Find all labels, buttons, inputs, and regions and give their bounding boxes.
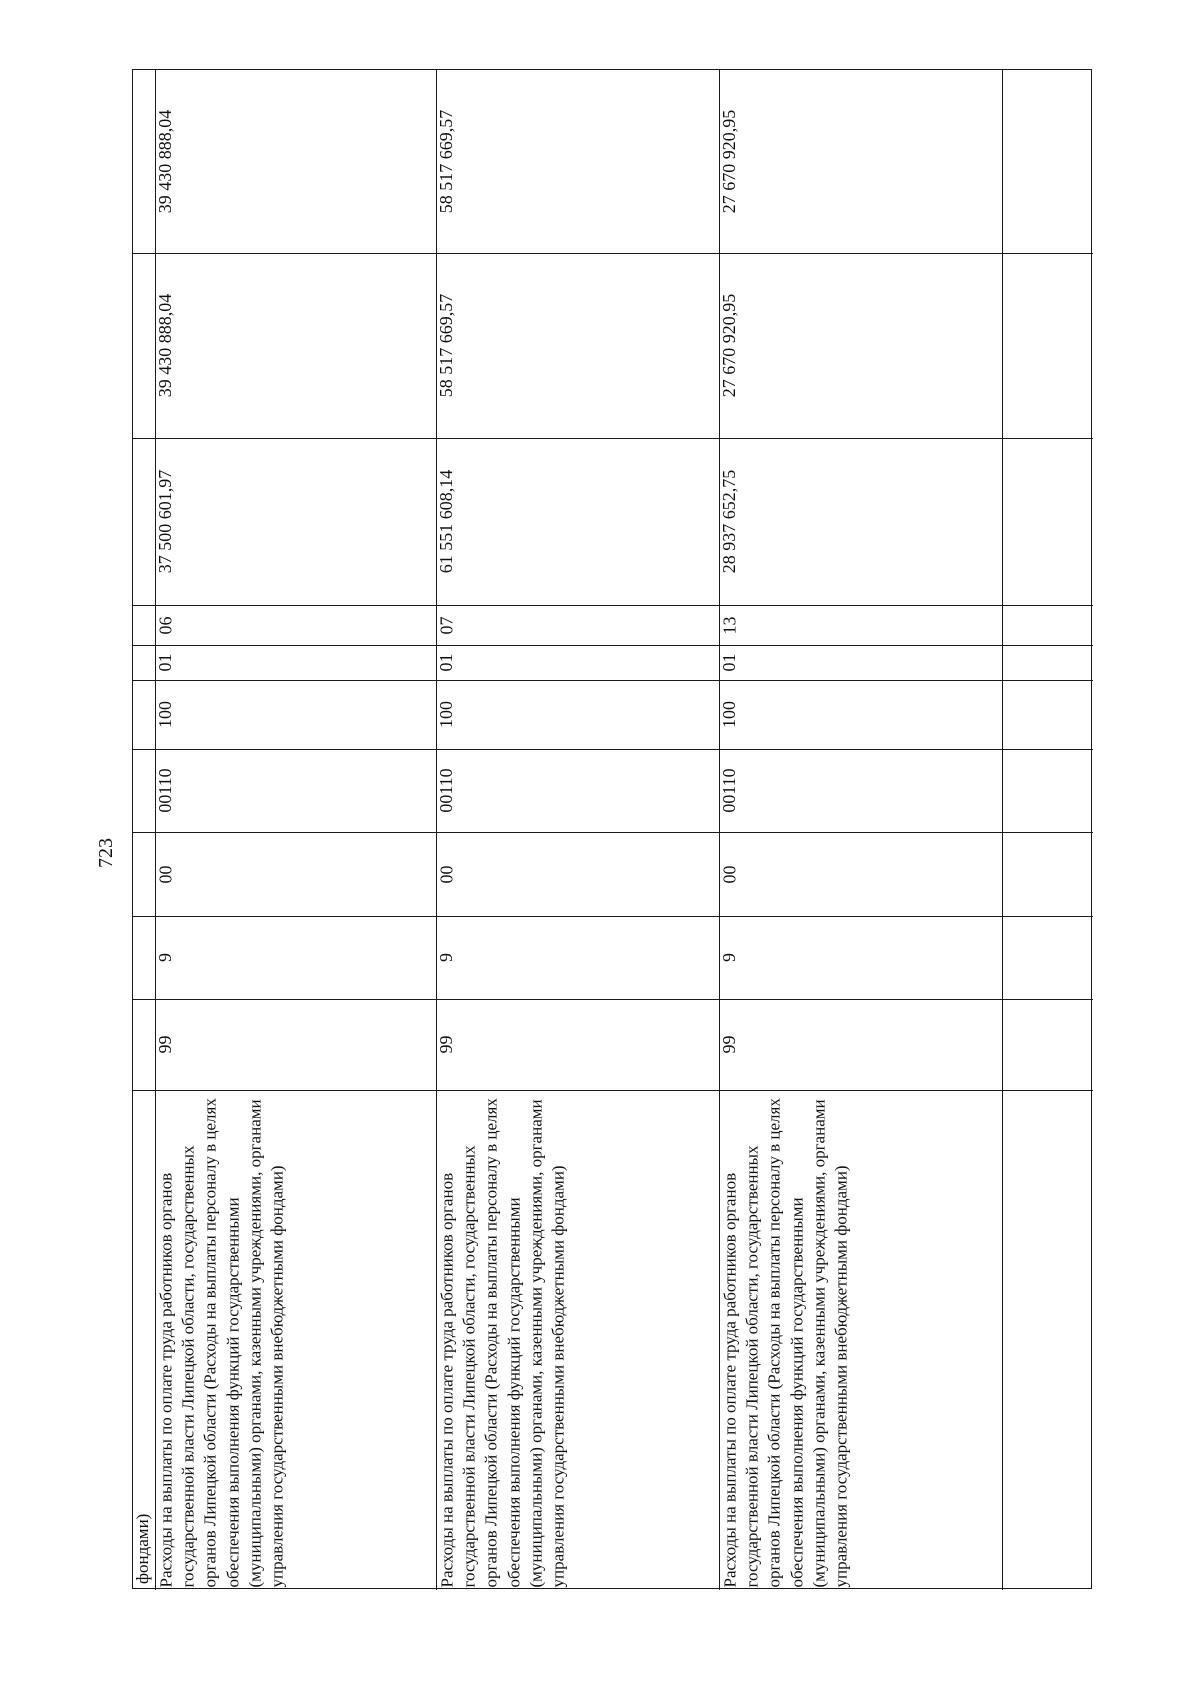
- header-fragment: фондами): [133, 1513, 152, 1584]
- row-main-event-cell: 00: [155, 865, 175, 883]
- row-amount-1-cell: 61 551 608,14: [436, 469, 456, 574]
- row-program-cell: 99: [719, 1035, 739, 1054]
- row-amount-1-cell: 28 937 652,75: [719, 469, 739, 574]
- budget-table: [132, 69, 1092, 1589]
- row-expense-type-cell: 100: [719, 701, 739, 728]
- row-amount-3-cell: 27 670 920,95: [719, 109, 739, 214]
- row-expense-type-cell: 100: [436, 701, 456, 728]
- row-subsection-cell: 07: [436, 616, 456, 634]
- row-expense-type-cell: 100: [155, 701, 175, 728]
- row-description: Расходы на выплаты по оплате труда работников органов государственной власти Липецкой области, государственных органов Липецкой области (Расходы на выплаты персоналу в целях обеспечения выполнения функций государственными (муниципальными) органами, казенными учреждениями, органами управления государственными внебюджетными фондами): [437, 1097, 568, 1587]
- row-subsection-cell: 06: [155, 616, 175, 634]
- row-description: Расходы на выплаты по оплате труда работников органов государственной власти Липецкой области, государственных органов Липецкой области (Расходы на выплаты персоналу в целях обеспечения выполнения функций государственными (муниципальными) органами, казенными учреждениями, органами управления государственными внебюджетными фондами): [156, 1097, 287, 1587]
- row-amount-2-cell: 27 670 920,95: [719, 293, 739, 398]
- row-subprogram-cell: 9: [155, 953, 175, 962]
- row-main-event-cell: 00: [719, 865, 739, 883]
- row-program-cell: 99: [436, 1035, 456, 1054]
- row-subsection-cell: 13: [719, 616, 739, 634]
- page-number: 723: [95, 838, 117, 868]
- row-subprogram-cell: 9: [436, 953, 456, 962]
- row-direction-cell: 00110: [719, 768, 739, 813]
- row-amount-2-cell: 58 517 669,57: [436, 293, 456, 398]
- row-section-cell: 01: [436, 653, 456, 672]
- row-amount-1-cell: 37 500 601,97: [155, 469, 175, 574]
- row-section-cell: 01: [719, 653, 739, 672]
- row-section-cell: 01: [155, 653, 175, 672]
- row-direction-cell: 00110: [155, 768, 175, 813]
- row-main-event-cell: 00: [436, 865, 456, 883]
- row-direction-cell: 00110: [436, 768, 456, 813]
- row-description: Расходы на выплаты по оплате труда работников органов государственной власти Липецкой области, государственных органов Липецкой области (Расходы на выплаты персоналу в целях обеспечения выполнения функций государственными (муниципальными) органами, казенными учреждениями, органами управления государственными внебюджетными фондами): [720, 1097, 851, 1587]
- row-subprogram-cell: 9: [719, 953, 739, 962]
- row-amount-3-cell: 58 517 669,57: [436, 109, 456, 214]
- row-amount-3-cell: 39 430 888,04: [155, 109, 175, 214]
- row-program-cell: 99: [155, 1035, 175, 1054]
- row-amount-2-cell: 39 430 888,04: [155, 293, 175, 398]
